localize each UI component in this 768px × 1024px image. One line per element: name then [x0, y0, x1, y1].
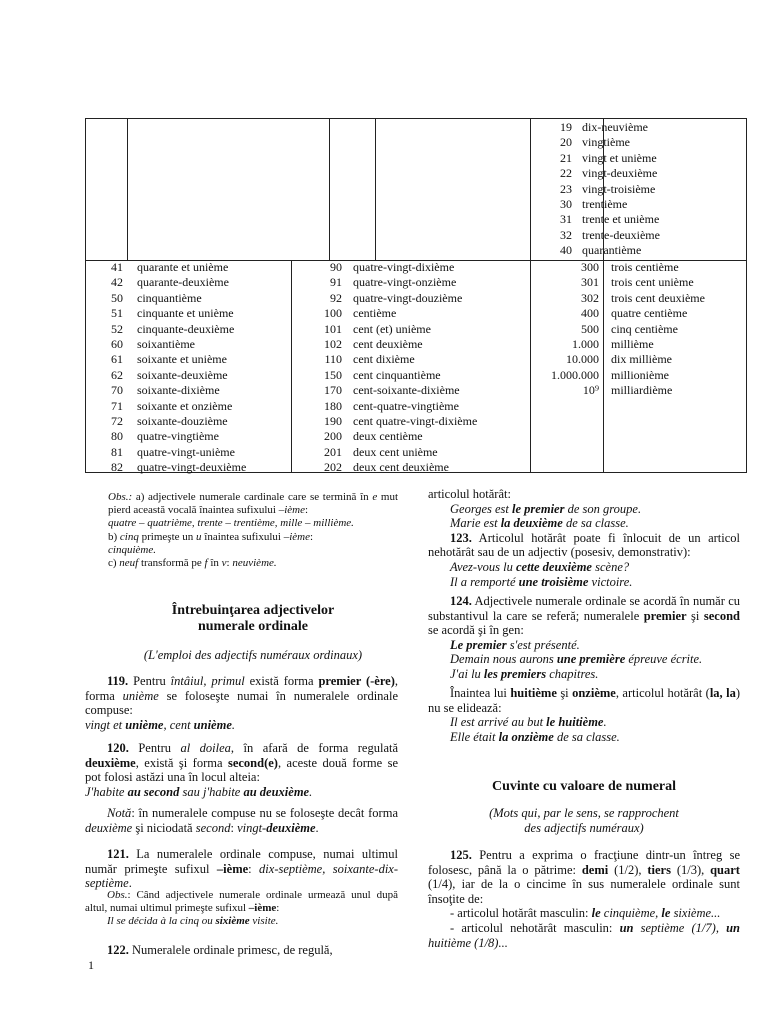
col2-numbers: 90 91 92 100 101 102 110 150 170 180 190 200 201 202 [324, 260, 342, 475]
top-block-numbers: 19 20 21 22 23 30 31 32 40 [560, 120, 572, 258]
col3-numbers: 300 301 302 400 500 1.000 10.000 1.000.000 10⁹ [551, 260, 599, 398]
obs-note-1: Obs.: a) adjectivele numerale cardinale care se termină în e mut pierd această vocală înaintea sufixului –ième: quatre – quatrième, trente – trentième, mille – millième. b) cinq primeşte un u înaintea sufixului –ième: cinquième. c) neuf transformă pe f în v: neuvième. [108, 491, 398, 570]
section-subheading-numeral-words: (Mots qui, par le sens, se rapprochent des adjectifs numéraux) [489, 806, 679, 835]
col2-words: quatre-vingt-dixième quatre-vingt-onzième quatre-vingt-douzième centième cent (et) unième cent deuxième cent dixième cent cinquantième cent-soixante-dixième cent-quatre-vingtième cent quatre-vingt-dixième deux centième deux cent unième deux cent deuxième [353, 260, 478, 475]
paragraph-huitieme: Înaintea lui huitième şi onzième, articolul hotărât (la, la) nu se elidează: Il est arrivé au but le huitième. Elle était la onzième de sa classe. [428, 686, 740, 744]
col1-numbers: 41 42 50 51 52 60 61 62 70 71 72 80 81 82 [111, 260, 123, 475]
paragraph-120: 120. Pentru al doilea, în afară de forma regulată deuxième, există şi forma second(e), aceste două forme se pot folosi astăzi una în locul alteia: J'habite au second sau j'habite au deuxième. [85, 741, 399, 799]
top-block-words: dix-neuvième vingtième vingt et unième vingt-deuxième vingt-troisième trentième trente et unième trente-deuxième quarantième [582, 120, 660, 258]
paragraph-122-continued: articolul hotărât: Georges est le premier de son groupe. Marie est la deuxième de sa classe. 123. Articolul hotărât poate fi înlocuit de un articol nehotărât sau de un adjectiv (posesiv, demonstrativ): Avez-vous lu cette deuxième scène? Il a remporté une troisième victoire. [428, 487, 740, 589]
note-deuxieme: Notă: în numeralele compuse nu se foloseşte decât forma deuxième şi niciodată second: vingt-deuxième. [85, 806, 398, 835]
section-subheading-ordinal-use: (L'emploi des adjectifs numéraux ordinaux) [143, 648, 363, 662]
col1-words: quarante et unième quarante-deuxième cinquantième cinquante et unième cinquante-deuxième soixantième soixante et unième soixante-deuxième soixante-dixième soixante et onzième soixante-douzième quatre-vingtième quatre-vingt-unième quatre-vingt-deuxième [137, 260, 247, 475]
paragraph-125: 125. Pentru a exprima o fracţiune dintr-un întreg se folosesc, până la o pătrime: demi (1/2), tiers (1/3), quart (1/4), iar de la o cincime în sus numeralele ordinale sunt însoţite de: - articolul hotărât masculin: le cinquième, le sixième... - articolul nehotărât masculin: un septième (1/7), un huitième (1/8)... [428, 848, 741, 950]
ordinal-numbers-table [85, 118, 747, 473]
page-number: 1 [88, 958, 94, 972]
paragraph-121: 121. La numeralele ordinale compuse, numai ultimul număr primeşte sufixul –ième: dix-septième, soixante-dix-septième. [85, 847, 398, 891]
table-rule [127, 119, 128, 260]
paragraph-124: 124. Adjectivele numerale ordinale se acordă în număr cu substantivul la care se referă; numeralele premier şi second se acordă şi în gen: Le premier s'est présenté. Demain nous aurons une première épreuve écrite. J'ai lu les premiers chapitres. [428, 594, 740, 681]
section-heading-numeral-words: Cuvinte cu valoare de numeral [491, 779, 677, 794]
paragraph-119: 119. Pentru întâiul, primul există forma premier (-ère), forma unième se foloseşte numai în numeralele ordinale compuse: vingt et unième, cent unième. [85, 674, 398, 732]
table-rule [530, 119, 531, 472]
col3-words: trois centième trois cent unième trois cent deuxième quatre centième cinq centième millième dix millième millionième milliardième [611, 260, 705, 398]
section-heading-ordinal-use: Întrebuinţarea adjectivelor numerale ordinale [171, 603, 335, 634]
table-rule [375, 119, 376, 260]
paragraph-122: 122. Numeralele ordinale primesc, de regulă, [107, 943, 333, 957]
obs-note-2: Obs.: Când adjectivele numerale ordinale urmează unul după altul, numai ultimul primeşte sufixul –ième: Il se décida à la cinq ou sixième visite. [85, 889, 398, 928]
table-rule [329, 119, 330, 260]
